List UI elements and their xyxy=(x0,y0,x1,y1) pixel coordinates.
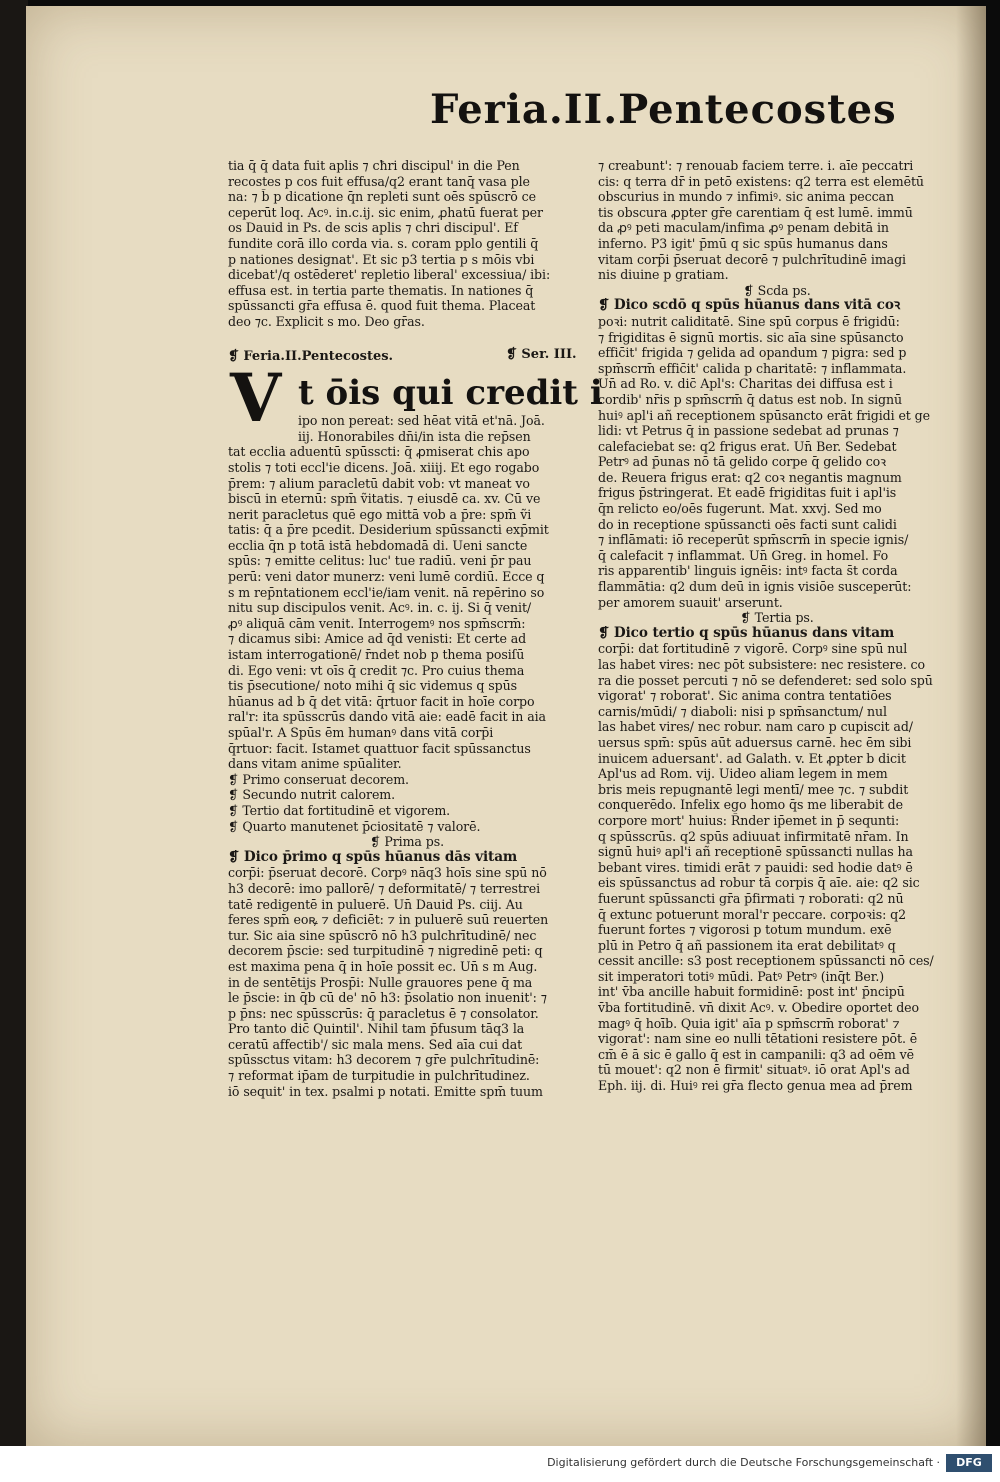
text-line: biscū in eternū: spm̄ ṽitatis. ⁊ eiusdē ca. xv. Cū ve xyxy=(228,491,541,507)
text-line: huiꝰ apl'i añ receptionem spūsancto erāt frigidi et ge xyxy=(598,407,930,423)
text-line: tis p̄secutione/ noto mihi q̄ sic videmus q spūs xyxy=(228,678,517,694)
text-line: Un̄ ad Ro. v. dic̄ Apl's: Charitas dei diffusa est i xyxy=(598,376,893,392)
text-line: eis spūssanctus ad robur tā corpis q̄ aīe. aie: q2 sic xyxy=(598,875,920,891)
text-line: hūanus ad b q̄ det vitā: q̄rtuor facit in hoīe corpo xyxy=(228,693,535,709)
text-line: vigorat' ⁊ roborat'. Sic anima contra tentatiōes xyxy=(598,688,892,704)
points-list xyxy=(228,772,586,834)
text-line: q spūsscrūs. q2 spūs adiuuat infirmitatē nr̄am. In xyxy=(598,828,909,844)
text-line: effusa est. in tertia parte thematis. In nationes q̄ xyxy=(228,282,534,298)
text-line: perū: veni dator munerz: veni lumē cordiū. Ecce q xyxy=(228,569,545,585)
text-line: deo ⁊c. Explicit s mo. Deo gr̄as. xyxy=(228,313,425,329)
text-line: ⁊ dicamus sibi: Amice ad q̄d venisti: Et certe ad xyxy=(228,631,527,647)
text-line: lidi: vt Petrus q̄ in passione sedebat ad prunas ⁊ xyxy=(598,423,899,439)
text-line: sit imperatori totiꝰ mūdi. Patꝰ Petrꝰ (inq̄t Ber.) xyxy=(598,968,885,984)
text-line: per amorem suauit' arserunt. xyxy=(598,594,783,610)
text-line: inferno. P3 igit' p̄mū q sic spūs humanus dans xyxy=(598,235,888,251)
text-line: ecclia q̄n p totā istā hebdomadā di. Ueni sancte xyxy=(228,537,528,553)
secunda-text xyxy=(598,314,956,610)
opening-words: t ōis qui credit i xyxy=(298,373,603,414)
sermon-heading xyxy=(228,345,586,367)
list-item: ❡ Quarto manutenet p̄ciositatē ⁊ valorē. xyxy=(228,818,481,834)
text-line: os Dauid in Ps. de scis aplis ⁊ chri discipul'. Ef xyxy=(228,220,518,236)
text-line: ris apparentib' linguis ignēis: intꝰ facta s̄t corda xyxy=(598,563,898,579)
text-line: Pro tanto dic̄ Quintil'. Nihil tam p̄fusum tāq3 la xyxy=(228,1021,525,1037)
text-line: spūal'r. A Spūs ēm humanꝰ dans vitā corp̄i xyxy=(228,725,494,740)
text-line: ra die posset percuti ⁊ nō se defenderet: sed solo spū xyxy=(598,672,933,688)
tertia-text xyxy=(598,641,956,1093)
text-line: effic̄it' frigida ⁊ gelida ad opandum ⁊ pigra: sed p xyxy=(598,345,907,361)
text-line: spūs: ⁊ emitte celitus: luc' tue radiū. veni p̄r pau xyxy=(228,553,532,569)
text-line: vitam corp̄i p̄seruat decorē ⁊ pulchrītudinē imagi xyxy=(598,251,906,267)
text-line: h3 decorē: imo pallorē/ ⁊ deformitatē/ ⁊ terrestrei xyxy=(228,880,541,896)
text-line: obscurius in mundo ⁊ infimiꝰ. sic anima peccan xyxy=(598,189,894,205)
text-line: ⁊ inflāmati: iō receperūt spm̄scrm̄ in specie ignis/ xyxy=(598,532,909,548)
text-line: spūssancti gr̄a effusa ē. quod fuit thema. Placeat xyxy=(228,298,536,314)
text-line: tia q̄ q̄ data fuit aplis ⁊ cħri discipul' in die Pen xyxy=(228,158,520,173)
text-line: signū huiꝰ apl'i añ receptionē spūssancti nullas ha xyxy=(598,844,913,860)
text-line: bris meis repugnantē legi mentī/ mee ⁊c. ⁊ subdit xyxy=(598,781,909,797)
text-line: tū mouet': q2 non ē firmit' situatꝰ. iō orat Apl's ad xyxy=(598,1062,910,1078)
text-line: ipo non pereat: sed hēat vitā et'nā. Joā. xyxy=(298,413,545,429)
right-column xyxy=(598,158,956,1094)
left-top-text xyxy=(228,158,586,330)
text-line: ⁊ creabunt': ⁊ renouab faciem terre. i. aīe peccatri xyxy=(598,158,914,173)
text-line: ꝓꝰ aliquā cām venit. Interrogemꝰ nos spm̄scrm̄: xyxy=(228,615,526,631)
text-line: cis: q terra dr̄ in petō existens: q2 terra est elemētū xyxy=(598,173,924,189)
text-line: iij. Honorabiles dn̄i/in ista die rep̄sen xyxy=(298,428,531,444)
text-line: carnis/mūdi/ ⁊ diaboli: nisi p spm̄sanctum/ nul xyxy=(598,703,887,719)
page-gutter-shadow xyxy=(956,6,986,1446)
book-page xyxy=(26,6,986,1446)
text-line: fuerunt spūssancti gr̄a p̄firmati ⁊ roborati: q2 nū xyxy=(598,890,904,906)
text-line: dicebat'/q ostēderet' repletio liberal' excessiua/ ibi: xyxy=(228,267,551,283)
prima-heading: ❡ Dico p̄rimo q spūs hūanus dās vitam xyxy=(228,849,518,865)
decorated-initial: V xyxy=(230,359,282,438)
text-line: tatis: q̄ a p̄re pcedit. Desiderium spūssancti exp̄mit xyxy=(228,522,549,538)
secunda-label: ❡ Scda ps. xyxy=(743,282,811,298)
text-line: do in receptione spūssancti oēs facti sunt calidi xyxy=(598,516,897,532)
left-column xyxy=(228,158,603,1099)
text-line: las habet vires/ nec robur. nam caro p cupiscit ad/ xyxy=(598,719,913,735)
text-line: feres spm̄ eoꝶ ⁊ deficiēt: ⁊ in puluerē suū reuerten xyxy=(228,912,549,928)
text-line: ⁊ frigiditas ē signū mortis. sic aīa sine spūsancto xyxy=(598,329,904,345)
text-line: fuerunt fortes ⁊ vigorosi p totum mundum. exē xyxy=(598,922,892,938)
text-line: le p̄scie: in q̄b cū de' nō h3: p̄solatio non inuenit': ⁊ xyxy=(228,990,547,1006)
text-line: ceratū affectib'/ sic mala mens. Sed aīa cui dat xyxy=(228,1036,523,1052)
text-line: spm̄scrm̄ effic̄it' calida p charitatē: ⁊ inflammata. xyxy=(598,360,907,376)
text-line: conquerēdo. Infelix ego homo q̄s me liberabit de xyxy=(598,797,903,813)
text-line: p nationes designat'. Et sic p3 tertia p s mōis vbi xyxy=(228,251,535,267)
text-line: magꝰ q̄ hoīb. Quia igit' aīa p spm̄scrm̄ roborat' ⁊ xyxy=(598,1015,900,1031)
text-line: tatē redigentē in puluerē. Un̄ Dauid Ps. ciij. Au xyxy=(228,896,523,912)
text-line: stolis ⁊ toti eccl'ie dicens. Joā. xiiij. Et ego rogabo xyxy=(228,459,540,475)
text-line: cordib' nr̄is p spm̄scrm̄ q̄ datus est nob. In signū xyxy=(598,391,902,407)
tertia-label: ❡ Tertia ps. xyxy=(740,610,814,626)
text-line: p̄rem: ⁊ alium paracletū dabit vob: vt maneat vo xyxy=(228,475,530,491)
secunda-heading: ❡ Dico scdō q spūs hūanus dans vitā coꝛ xyxy=(598,298,901,314)
text-line: q̄ extunc potuerunt moral'r peccare. corpoꝛis: q2 xyxy=(598,906,906,922)
text-line: de. Reuera frigus erat: q2 coꝛ negantis magnum xyxy=(598,469,902,485)
text-line: q̄rtuor: facit. Istamet quattuor facit spūssanctus xyxy=(228,740,531,756)
prima-label: ❡ Prima ps. xyxy=(370,834,444,850)
text-line: plū in Petro q̄ añ passionem ita erat debilitatꝰ q xyxy=(598,937,896,953)
text-line: tis obscura ꝓpter gr̄e carentiam q̄ est lumē. immū xyxy=(598,204,913,220)
text-line: frigus p̄stringerat. Et eadē frigiditas fuit i apl'is xyxy=(598,485,897,501)
text-line: na: ⁊ b̄ p dicatione q̄n repleti sunt oēs spūscrō ce xyxy=(228,189,536,205)
text-line: tat ecclia aduentū spūsscti: q̄ ꝓmiserat chis apo xyxy=(228,444,530,460)
text-line: las habet vires: nec pōt subsistere: nec resistere. co xyxy=(598,657,925,672)
list-item: ❡ Tertio dat fortitudinē et vigorem. xyxy=(228,802,451,818)
text-line: decorem p̄scie: sed turpitudinē ⁊ nigredinē peti: q xyxy=(228,943,543,959)
text-line: in de sentētijs Prosp̄i: Nulle grauores pene q̄ ma xyxy=(228,974,533,990)
text-line: uersus spm̄: spūs aūt aduersus carnē. hec ēm sibi xyxy=(598,734,912,750)
scan-edge xyxy=(0,0,28,1460)
text-line: fundite corā illo corda via. s. coram pplo gentili q̄ xyxy=(228,235,539,251)
text-line: poꝛi: nutrit caliditatē. Sine spū corpus ē frigidū: xyxy=(598,313,900,329)
footer-bar xyxy=(0,1446,1000,1482)
text-line: nerit paracletus quē ego mittā vob a p̄re: spm̄ ṽi xyxy=(228,506,532,522)
sermon-heading-right: ❡ Ser. III. xyxy=(506,347,577,363)
text-line: dans vitam anime spūaliter. xyxy=(228,756,402,772)
left-body-text xyxy=(228,413,586,772)
text-line: q̄n relicto eo/oēs fugerunt. Mat. xxvj. Sed mo xyxy=(598,501,882,517)
text-line: Eph. iij. di. Huiꝰ rei gr̄a flecto genua mea ad p̄rem xyxy=(598,1078,913,1094)
text-line: vigorat': nam sine eo nulli tētationi resistere pōt. ē xyxy=(598,1031,918,1047)
text-line: cm̄ ē ā sic ē gallo q̄ est in campanili: q3 ad oēm vē xyxy=(598,1046,914,1062)
text-line: bebant vires. timidi erāt ⁊ pauidi: sed hodie datꝰ ē xyxy=(598,859,913,875)
digitization-credit: Digitalisierung gefördert durch die Deutsche Forschungsgemeinschaft · xyxy=(547,1456,940,1469)
text-line: p p̄ns: nec spūsscrūs: q̄ paracletus ē ⁊ consolator. xyxy=(228,1005,539,1021)
text-line: recostes p cos fuit effusa/q2 erant tanq̄ vasa ple xyxy=(228,173,530,189)
text-line: nitu sup discipulos venit. Acꝰ. in. c. ij. Si q̄ venit/ xyxy=(228,600,532,616)
text-line: ral'r: ita spūsscrūs dando vitā aie: eadē facit in aia xyxy=(228,709,546,725)
list-item: ❡ Secundo nutrit calorem. xyxy=(228,787,396,803)
text-line: s m rep̄ntationem eccl'ie/iam venit. nā repērino so xyxy=(228,584,545,600)
list-item: ❡ Primo conseruat decorem. xyxy=(228,771,409,787)
tertia-heading: ❡ Dico tertio q spūs hūanus dans vitam xyxy=(598,625,895,641)
text-line: tur. Sic aia sine spūscrō nō h3 pulchrītudinē/ nec xyxy=(228,927,537,943)
text-line: ceperūt loq. Acꝰ. in.c.ij. sic enim, ꝓhatū fuerat per xyxy=(228,204,543,220)
text-line: corp̄i: p̄seruat decorē. Corpꝰ nāq3 hoīs sine spū nō xyxy=(228,865,547,881)
text-line: Petrꝰ ad p̄unas nō tā gelido corpe q̄ gelido coꝛ xyxy=(598,454,887,470)
text-line: ⁊ reformat ip̄am de turpitudie in pulchrītudinez. xyxy=(228,1068,530,1084)
text-line: nis diuine p gratiam. xyxy=(598,267,729,283)
text-line: corpore mort' huius: R̄nder ip̄emet in p̄ sequnti: xyxy=(598,812,900,828)
right-top-text xyxy=(598,158,956,283)
text-line: istam interrogationē/ r̄ndet nob p thema posiſū xyxy=(228,647,525,663)
text-line: di. Ego veni: vt oīs q̄ credit ⁊c. Pro cuius thema xyxy=(228,662,525,678)
text-line: cessit ancille: s3 post receptionem spūssancti nō ces/ xyxy=(598,953,934,969)
running-head: Feria.II.Pentecostes xyxy=(430,86,897,133)
text-line: da ꝓꝰ peti maculam/infima ꝓꝰ penam debitā in xyxy=(598,220,889,236)
text-line: int' v̄ba ancille habuit formidinē: post int' p̄ncipū xyxy=(598,984,905,1000)
text-line: calefaciebat se: q2 frigus erat. Un̄ Ber. Sedebat xyxy=(598,438,897,454)
prima-text xyxy=(228,865,586,1099)
text-line: spūssctus vitam: h3 decorem ⁊ gr̄e pulchrītudinē: xyxy=(228,1052,540,1068)
text-line: v̄ba fortitudinē. vn̄ dixit Acꝰ. v. Obedire oportet deo xyxy=(598,1000,920,1016)
text-line: iō sequit' in tex. psalmi p notati. Emitte spm̄ tuum xyxy=(228,1083,543,1099)
text-line: Apl'us ad Rom. vij. Uideo aliam legem in mem xyxy=(598,766,888,782)
text-line: q̄ calefacit ⁊ inflammat. Un̄ Greg. in homel. Fo xyxy=(598,547,889,563)
text-line: flammātia: q2 dum deū in ignis visiōe susceperūt: xyxy=(598,579,912,595)
dfg-logo: DFG xyxy=(946,1454,992,1472)
sermon-heading-left: ❡ Feria.II.Pentecostes. xyxy=(228,349,394,365)
text-line: corp̄i: dat fortitudinē ⁊ vigorē. Corpꝰ sine spū nul xyxy=(598,641,908,657)
text-line: est maxima pena q̄ in hoīe possit ec. Un̄ s m Aug. xyxy=(228,958,538,974)
text-line: inuicem aduersant'. ad Galath. v. Et ꝓpter b dicit xyxy=(598,750,906,766)
